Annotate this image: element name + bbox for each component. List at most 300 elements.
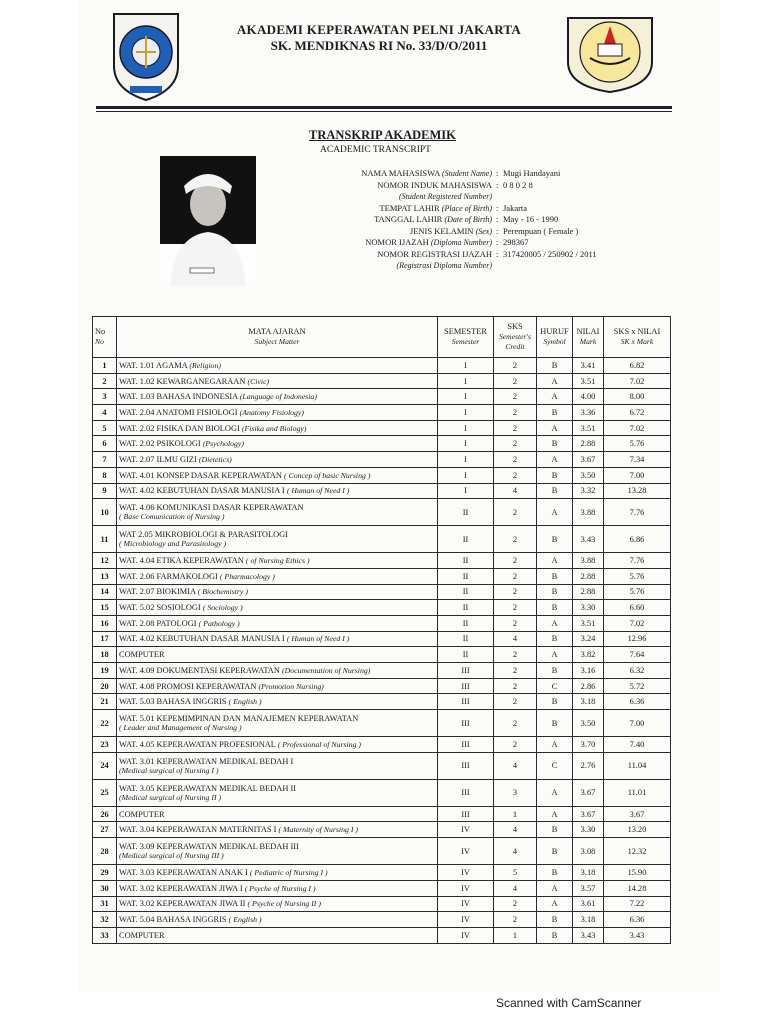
row-semester: I <box>438 436 494 452</box>
row-credits: 2 <box>494 584 537 600</box>
row-number: 1 <box>93 358 117 374</box>
info-value: 317420005 / 250902 / 2011 <box>503 248 597 259</box>
table-row <box>93 373 671 389</box>
row-mark: 3.51 <box>573 420 604 436</box>
info-label: NOMOR REGISTRASI IJAZAH <box>377 248 492 259</box>
col-subject: MATA AJARAN Subject Matter <box>117 317 438 358</box>
table-row <box>93 467 671 483</box>
table-row <box>93 483 671 499</box>
row-credits: 1 <box>494 927 537 943</box>
pelni-seal-icon <box>564 10 656 94</box>
row-letter-grade: A <box>537 452 573 468</box>
row-mark: 3.16 <box>573 663 604 679</box>
info-label-english: (Registrasi Diploma Number) <box>396 261 492 270</box>
row-number: 29 <box>93 865 117 881</box>
info-label: NAMA MAHASISWA (Student Name) <box>361 168 492 178</box>
institution-name: AKADEMI KEPERAWATAN PELNI JAKARTA <box>236 22 522 37</box>
row-subject: WAT. 3.09 KEPERAWATAN MEDIKAL BEDAH III (Medical surgical of Nursing III ) <box>117 838 438 865</box>
row-credits: 2 <box>494 405 537 421</box>
row-mark: 3.61 <box>573 896 604 912</box>
table-row <box>93 694 671 710</box>
table-row <box>93 358 671 374</box>
row-credits: 2 <box>494 499 537 526</box>
row-credit-x-mark: 6.72 <box>604 405 671 421</box>
row-credit-x-mark: 14.28 <box>604 880 671 896</box>
row-credit-x-mark: 6.82 <box>604 358 671 374</box>
row-credits: 2 <box>494 436 537 452</box>
page-margin <box>0 0 78 1024</box>
row-number: 15 <box>93 600 117 616</box>
row-letter-grade: A <box>537 420 573 436</box>
row-number: 13 <box>93 568 117 584</box>
row-subject: WAT. 4.02 KEBUTUHAN DASAR MANUSIA I ( Human of Need I ) <box>117 631 438 647</box>
row-semester: II <box>438 499 494 526</box>
row-mark: 3.43 <box>573 927 604 943</box>
row-number: 32 <box>93 912 117 928</box>
info-colon: : <box>496 214 499 224</box>
table-row <box>93 752 671 779</box>
info-colon: : <box>496 168 499 178</box>
info-value: Jakarta <box>503 202 528 213</box>
table-row <box>93 737 671 753</box>
table-row <box>93 584 671 600</box>
row-credits: 2 <box>494 452 537 468</box>
row-mark: 3.32 <box>573 483 604 499</box>
row-mark: 3.88 <box>573 553 604 569</box>
table-row <box>93 568 671 584</box>
row-credit-x-mark: 7.64 <box>604 647 671 663</box>
col-letter: HURUF Symbol <box>537 317 573 358</box>
table-row <box>93 647 671 663</box>
info-label: TANGGAL LAHIR (Date of Birth) <box>374 214 492 224</box>
scanner-watermark: Scanned with CamScanner <box>496 996 642 1010</box>
row-credits: 2 <box>494 553 537 569</box>
row-letter-grade: B <box>537 405 573 421</box>
table-row <box>93 880 671 896</box>
row-letter-grade: A <box>537 896 573 912</box>
row-letter-grade: B <box>537 663 573 679</box>
row-semester: III <box>438 710 494 737</box>
row-credits: 5 <box>494 865 537 881</box>
row-credit-x-mark: 7.00 <box>604 710 671 737</box>
row-mark: 3.43 <box>573 526 604 553</box>
student-info-row <box>300 168 700 180</box>
row-mark: 3.82 <box>573 647 604 663</box>
row-mark: 3.67 <box>573 806 604 822</box>
row-letter-grade: C <box>537 678 573 694</box>
info-colon: : <box>496 202 499 213</box>
row-semester: II <box>438 631 494 647</box>
table-row <box>93 420 671 436</box>
row-mark: 3.51 <box>573 373 604 389</box>
row-credit-x-mark: 7.02 <box>604 615 671 631</box>
row-subject: WAT. 4.02 KEBUTUHAN DASAR MANUSIA I ( Human of Need I ) <box>117 483 438 499</box>
row-semester: I <box>438 389 494 405</box>
row-credit-x-mark: 7.00 <box>604 467 671 483</box>
row-mark: 3.30 <box>573 600 604 616</box>
row-number: 22 <box>93 710 117 737</box>
row-number: 21 <box>93 694 117 710</box>
row-mark: 2.88 <box>573 436 604 452</box>
student-info-row <box>300 214 700 226</box>
row-semester: IV <box>438 927 494 943</box>
info-label: JENIS KELAMIN (Sex) <box>409 225 492 236</box>
row-credit-x-mark: 5.76 <box>604 436 671 452</box>
col-sks-x-mark: SKS x NILAI SK x Mark <box>604 317 671 358</box>
row-credit-x-mark: 7.40 <box>604 737 671 753</box>
row-credit-x-mark: 5.72 <box>604 678 671 694</box>
row-credit-x-mark: 12.32 <box>604 838 671 865</box>
row-semester: II <box>438 600 494 616</box>
row-mark: 3.18 <box>573 865 604 881</box>
student-info-row <box>300 226 700 238</box>
row-mark: 2.76 <box>573 752 604 779</box>
row-semester: I <box>438 420 494 436</box>
row-letter-grade: B <box>537 584 573 600</box>
row-number: 3 <box>93 389 117 405</box>
row-number: 31 <box>93 896 117 912</box>
row-mark: 3.51 <box>573 615 604 631</box>
student-photo <box>160 156 256 286</box>
row-number: 20 <box>93 678 117 694</box>
row-credit-x-mark: 7.02 <box>604 373 671 389</box>
row-mark: 3.30 <box>573 822 604 838</box>
row-credit-x-mark: 8.00 <box>604 389 671 405</box>
row-credit-x-mark: 11.01 <box>604 779 671 806</box>
info-value: 0 8 0 2 8 <box>503 179 533 190</box>
row-semester: III <box>438 779 494 806</box>
row-credit-x-mark: 3.43 <box>604 927 671 943</box>
row-number: 26 <box>93 806 117 822</box>
info-label-english: (Student Registered Number) <box>398 192 492 201</box>
row-credits: 2 <box>494 710 537 737</box>
row-credits: 3 <box>494 779 537 806</box>
row-mark: 3.67 <box>573 452 604 468</box>
row-letter-grade: B <box>537 710 573 737</box>
info-colon: : <box>496 237 499 247</box>
info-colon: : <box>496 225 499 236</box>
row-letter-grade: A <box>537 779 573 806</box>
row-credit-x-mark: 11.04 <box>604 752 671 779</box>
row-mark: 3.50 <box>573 467 604 483</box>
row-mark: 2.88 <box>573 568 604 584</box>
row-semester: II <box>438 553 494 569</box>
table-row <box>93 927 671 943</box>
row-semester: I <box>438 483 494 499</box>
table-row <box>93 838 671 865</box>
student-info-row <box>300 249 700 261</box>
row-credit-x-mark: 6.60 <box>604 600 671 616</box>
header-divider-thin <box>96 111 672 112</box>
row-semester: IV <box>438 880 494 896</box>
row-credit-x-mark: 7.22 <box>604 896 671 912</box>
row-subject: WAT. 2.02 PSIKOLOGI (Psychology) <box>117 436 438 452</box>
table-row <box>93 631 671 647</box>
row-letter-grade: A <box>537 553 573 569</box>
row-subject: WAT 2.05 MIKROBIOLOGI & PARASITOLOGI ( Microbiology and Parasitology ) <box>117 526 438 553</box>
row-letter-grade: B <box>537 927 573 943</box>
table-row <box>93 822 671 838</box>
table-row <box>93 526 671 553</box>
row-semester: IV <box>438 896 494 912</box>
row-subject: WAT. 1.03 BAHASA INDONESIA (Language of Indonesia) <box>117 389 438 405</box>
row-mark: 3.36 <box>573 405 604 421</box>
table-row <box>93 389 671 405</box>
decree-number: SK. MENDIKNAS RI No. 33/D/O/2011 <box>270 38 488 53</box>
row-mark: 3.18 <box>573 694 604 710</box>
row-semester: II <box>438 584 494 600</box>
table-row <box>93 779 671 806</box>
row-subject: WAT. 2.07 ILMU GIZI (Dietetics) <box>117 452 438 468</box>
row-credit-x-mark: 7.34 <box>604 452 671 468</box>
row-semester: III <box>438 737 494 753</box>
row-subject: WAT. 4.08 PROMOSI KEPERAWATAN (Promotion Nursing) <box>117 678 438 694</box>
col-sks: SKS Semester's Credit <box>494 317 537 358</box>
col-no: No No <box>93 317 117 358</box>
row-credits: 2 <box>494 912 537 928</box>
row-number: 27 <box>93 822 117 838</box>
row-number: 19 <box>93 663 117 679</box>
table-row <box>93 615 671 631</box>
row-letter-grade: A <box>537 373 573 389</box>
row-number: 8 <box>93 467 117 483</box>
info-value: 298367 <box>503 237 529 247</box>
row-letter-grade: A <box>537 880 573 896</box>
row-letter-grade: B <box>537 526 573 553</box>
row-subject: WAT. 2.07 BIOKIMIA ( Biochemistry ) <box>117 584 438 600</box>
table-row <box>93 912 671 928</box>
row-mark: 2.86 <box>573 678 604 694</box>
grades-table <box>92 316 671 944</box>
row-letter-grade: A <box>537 615 573 631</box>
row-semester: III <box>438 752 494 779</box>
row-credits: 2 <box>494 600 537 616</box>
row-mark: 3.70 <box>573 737 604 753</box>
row-subject: COMPUTER <box>117 806 438 822</box>
transcript-subtitle: ACADEMIC TRANSCRIPT <box>320 145 431 155</box>
row-number: 7 <box>93 452 117 468</box>
row-subject: WAT. 4.05 KEPERAWATAN PROFESIONAL ( Professional of Nursing ) <box>117 737 438 753</box>
row-credits: 2 <box>494 663 537 679</box>
row-mark: 4.00 <box>573 389 604 405</box>
row-semester: II <box>438 568 494 584</box>
row-credits: 4 <box>494 822 537 838</box>
row-letter-grade: A <box>537 647 573 663</box>
col-semester: SEMESTER Semester <box>438 317 494 358</box>
row-credits: 2 <box>494 358 537 374</box>
row-number: 25 <box>93 779 117 806</box>
row-semester: III <box>438 678 494 694</box>
row-credits: 2 <box>494 896 537 912</box>
row-credits: 2 <box>494 467 537 483</box>
row-credits: 2 <box>494 737 537 753</box>
table-row <box>93 452 671 468</box>
row-semester: II <box>438 526 494 553</box>
row-credit-x-mark: 7.76 <box>604 553 671 569</box>
row-credit-x-mark: 7.76 <box>604 499 671 526</box>
row-semester: IV <box>438 822 494 838</box>
row-mark: 3.88 <box>573 499 604 526</box>
row-number: 2 <box>93 373 117 389</box>
row-letter-grade: A <box>537 499 573 526</box>
row-letter-grade: C <box>537 752 573 779</box>
row-number: 33 <box>93 927 117 943</box>
row-number: 30 <box>93 880 117 896</box>
row-letter-grade: A <box>537 806 573 822</box>
row-subject: WAT. 3.02 KEPERAWATAN JIWA I ( Psyche of Nursing I ) <box>117 880 438 896</box>
student-info <box>300 168 700 272</box>
student-info-row <box>300 203 700 215</box>
row-credits: 2 <box>494 694 537 710</box>
info-label: TEMPAT LAHIR (Place of Birth) <box>379 202 492 213</box>
student-info-row <box>300 180 700 192</box>
row-mark: 3.18 <box>573 912 604 928</box>
student-info-row <box>300 237 700 249</box>
row-credit-x-mark: 6.36 <box>604 912 671 928</box>
table-row <box>93 896 671 912</box>
table-row <box>93 553 671 569</box>
row-credits: 2 <box>494 647 537 663</box>
row-letter-grade: A <box>537 389 573 405</box>
row-credit-x-mark: 6.86 <box>604 526 671 553</box>
row-number: 5 <box>93 420 117 436</box>
row-semester: II <box>438 615 494 631</box>
table-row <box>93 865 671 881</box>
student-info-row <box>300 260 700 272</box>
row-letter-grade: A <box>537 737 573 753</box>
row-credit-x-mark: 7.02 <box>604 420 671 436</box>
row-letter-grade: B <box>537 822 573 838</box>
row-credits: 4 <box>494 631 537 647</box>
row-number: 18 <box>93 647 117 663</box>
row-subject: WAT. 5.01 KEPEMIMPINAN DAN MANAJEMEN KEPERAWATAN ( Leader and Management of Nursing ) <box>117 710 438 737</box>
row-semester: IV <box>438 838 494 865</box>
row-credit-x-mark: 3.67 <box>604 806 671 822</box>
row-semester: I <box>438 358 494 374</box>
header-divider <box>96 106 672 109</box>
row-subject: WAT. 3.04 KEPERAWATAN MATERNITAS I ( Maternity of Nursing I ) <box>117 822 438 838</box>
row-semester: II <box>438 647 494 663</box>
row-number: 17 <box>93 631 117 647</box>
row-credits: 4 <box>494 838 537 865</box>
table-row <box>93 499 671 526</box>
row-subject: WAT. 2.06 FARMAKOLOGI ( Pharmacology ) <box>117 568 438 584</box>
info-value: Mugi Handayani <box>503 168 561 178</box>
row-number: 6 <box>93 436 117 452</box>
row-number: 16 <box>93 615 117 631</box>
row-mark: 2.88 <box>573 584 604 600</box>
row-subject: WAT. 1.02 KEWARGANEGARAAN (Civic) <box>117 373 438 389</box>
row-mark: 3.57 <box>573 880 604 896</box>
row-number: 9 <box>93 483 117 499</box>
row-credits: 4 <box>494 752 537 779</box>
row-number: 10 <box>93 499 117 526</box>
row-subject: WAT. 5.02 SOSIOLOGI ( Sociology ) <box>117 600 438 616</box>
row-subject: COMPUTER <box>117 927 438 943</box>
info-value: May - 16 - 1990 <box>503 214 559 224</box>
row-credit-x-mark: 13.28 <box>604 483 671 499</box>
info-colon: : <box>496 248 499 259</box>
row-credit-x-mark: 13.20 <box>604 822 671 838</box>
row-subject: WAT. 3.01 KEPERAWATAN MEDIKAL BEDAH I (Medical surgical of Nursing I ) <box>117 752 438 779</box>
col-mark: NILAI Mark <box>573 317 604 358</box>
table-row <box>93 678 671 694</box>
table-header-row <box>93 317 671 358</box>
row-credits: 1 <box>494 806 537 822</box>
row-credits: 2 <box>494 678 537 694</box>
row-semester: IV <box>438 865 494 881</box>
row-number: 24 <box>93 752 117 779</box>
row-subject: WAT. 2.02 FISIKA DAN BIOLOGI (Fisika and Biology) <box>117 420 438 436</box>
row-letter-grade: B <box>537 436 573 452</box>
row-semester: III <box>438 663 494 679</box>
row-letter-grade: B <box>537 467 573 483</box>
row-mark: 3.41 <box>573 358 604 374</box>
row-letter-grade: B <box>537 600 573 616</box>
row-credits: 2 <box>494 568 537 584</box>
row-credit-x-mark: 12.96 <box>604 631 671 647</box>
row-semester: III <box>438 694 494 710</box>
info-value: Perempuan ( Female ) <box>503 225 579 236</box>
row-number: 11 <box>93 526 117 553</box>
row-semester: I <box>438 467 494 483</box>
row-subject: WAT. 1.01 AGAMA (Religion) <box>117 358 438 374</box>
table-row <box>93 663 671 679</box>
row-subject: WAT. 3.02 KEPERAWATAN JIWA II ( Psyche of Nursing II ) <box>117 896 438 912</box>
transcript-title: TRANSKRIP AKADEMIK <box>309 128 456 142</box>
row-mark: 3.24 <box>573 631 604 647</box>
row-semester: I <box>438 452 494 468</box>
row-letter-grade: B <box>537 483 573 499</box>
row-letter-grade: B <box>537 631 573 647</box>
row-credits: 4 <box>494 880 537 896</box>
row-mark: 3.67 <box>573 779 604 806</box>
row-letter-grade: B <box>537 912 573 928</box>
row-credits: 2 <box>494 420 537 436</box>
row-number: 23 <box>93 737 117 753</box>
row-number: 28 <box>93 838 117 865</box>
row-semester: IV <box>438 912 494 928</box>
table-row <box>93 600 671 616</box>
row-credits: 2 <box>494 389 537 405</box>
row-subject: WAT. 4.04 ETIKA KEPERAWATAN ( of Nursing Ethics ) <box>117 553 438 569</box>
row-letter-grade: B <box>537 358 573 374</box>
row-credit-x-mark: 15.90 <box>604 865 671 881</box>
row-letter-grade: B <box>537 694 573 710</box>
row-credits: 4 <box>494 483 537 499</box>
row-subject: WAT. 4.09 DOKUMENTASI KEPERAWATAN (Documentation of Nursing) <box>117 663 438 679</box>
row-subject: COMPUTER <box>117 647 438 663</box>
row-subject: WAT. 5.03 BAHASA INGGRIS ( English ) <box>117 694 438 710</box>
row-subject: WAT. 3.03 KEPERAWATAN ANAK I ( Pediatric of Nursing I ) <box>117 865 438 881</box>
row-number: 14 <box>93 584 117 600</box>
row-number: 12 <box>93 553 117 569</box>
row-number: 4 <box>93 405 117 421</box>
info-label: NOMOR INDUK MAHASISWA <box>377 179 492 190</box>
table-row <box>93 806 671 822</box>
student-info-row <box>300 191 700 203</box>
row-letter-grade: B <box>537 865 573 881</box>
info-colon: : <box>496 179 499 190</box>
table-row <box>93 436 671 452</box>
row-credits: 2 <box>494 526 537 553</box>
row-credit-x-mark: 6.32 <box>604 663 671 679</box>
table-row <box>93 710 671 737</box>
academy-seal-icon <box>108 8 184 104</box>
row-mark: 3.08 <box>573 838 604 865</box>
row-semester: I <box>438 405 494 421</box>
info-label: NOMOR IJAZAH (Diploma Number) <box>365 237 492 247</box>
